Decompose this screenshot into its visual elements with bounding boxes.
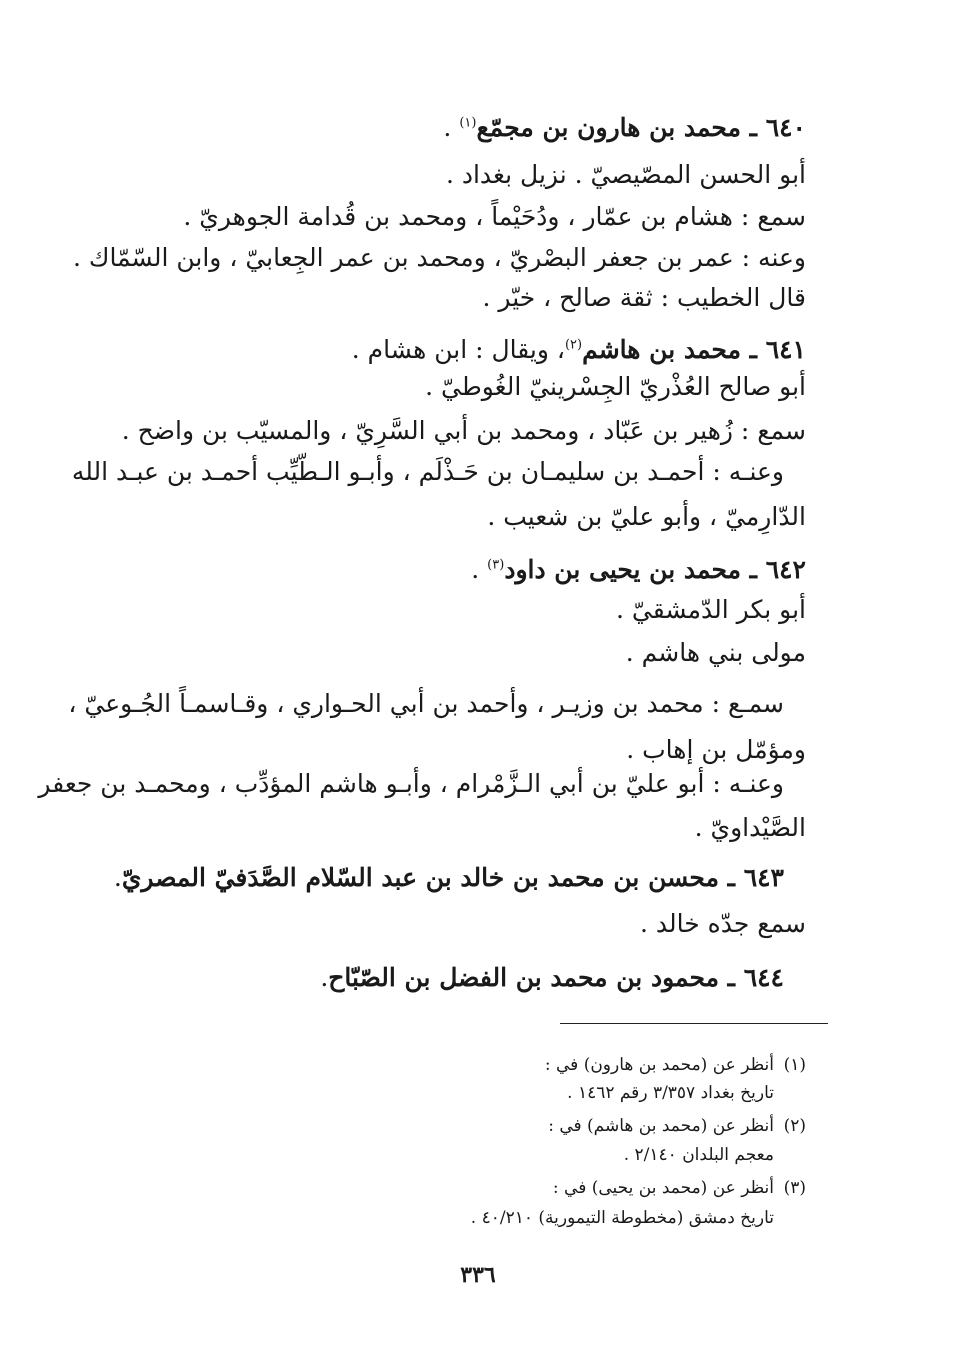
- entry-644-heading: [110, 958, 784, 998]
- entry-643-line-1: سمع جدّه خالد .: [640, 909, 806, 938]
- heading-end: .: [443, 113, 452, 142]
- footnote-3-source: تاريخ دمشق (مخطوطة التيمورية) ٤٠/٢١٠ .: [470, 1208, 774, 1228]
- entry-640-line-3: وعنه : عمر بن جعفر البصْريّ ، ومحمد بن عمر الجِعابيّ ، وابن السّمّاك .: [72, 243, 806, 272]
- entry-642-line-2: مولى بني هاشم .: [625, 638, 806, 667]
- entry-640-line-2: سمع : هشام بن عمّار ، ودُحَيْماً ، ومحمد بن قُدامة الجوهريّ .: [183, 202, 806, 231]
- entry-heading-text: ٦٤٣ ـ محسن بن محمد بن خالد بن عبد السّلام الصَّدَفيّ المصريّ: [121, 863, 784, 892]
- entry-641-line-3: وعنـه : أحمـد بن سليمـان بن حَـذْلَم ، وأبـو الـطّيِّب أحمـد بن عبـد الله: [71, 457, 784, 486]
- heading-end: .: [113, 863, 122, 892]
- entry-642-line-5: وعنـه : أبو عليّ بن أبي الـزَّمْرام ، وأبـو هاشم المؤدِّب ، ومحمـد بن جعفر: [38, 769, 784, 798]
- entry-641-line-2: سمع : زُهير بن عَبّاد ، ومحمد بن أبي السَّرِيّ ، والمسيّب بن واضح .: [121, 416, 806, 445]
- page-number: ٣٣٦: [460, 1262, 496, 1288]
- entry-642-line-4: ومؤمّل بن إهاب .: [626, 735, 806, 764]
- heading-end: ، ويقال : ابن هشام .: [351, 335, 565, 364]
- footnote-2-source: معجم البلدان ٢/١٤٠ .: [623, 1145, 774, 1165]
- entry-642-line-3: سمـع : محمد بن وزيـر ، وأحمد بن أبي الحـواري ، وقـاسمـاً الجُـوعيّ ،: [68, 689, 784, 718]
- footnote-2: [300, 1113, 806, 1139]
- entry-641-line-4: الدّارِميّ ، وأبو عليّ بن شعيب .: [487, 502, 806, 531]
- entry-641-line-1: أبو صالح العُذْريّ الجِسْرينيّ الغُوطيّ .: [425, 372, 806, 401]
- footnote-number: (١): [783, 1055, 806, 1075]
- entry-642-line-1: أبو بكر الدّمشقيّ .: [615, 595, 806, 624]
- footnote-1-source: تاريخ بغداد ٣/٣٥٧ رقم ١٤٦٢ .: [567, 1083, 774, 1103]
- footnote-number: (٢): [783, 1116, 806, 1136]
- heading-end: .: [471, 555, 480, 584]
- entry-640-heading: [110, 108, 806, 148]
- entry-heading-text: ٦٤٢ ـ محمد بن يحيى بن داود: [504, 555, 806, 584]
- footnote-3: [300, 1175, 806, 1201]
- entry-heading-text: ٦٤٠ ـ محمد بن هارون بن مجمّع: [476, 113, 806, 142]
- entry-642-line-6: الصَّيْداويّ .: [694, 813, 806, 842]
- footnote-text: أنظر عن (محمد بن يحيى) في :: [552, 1178, 774, 1198]
- entry-heading-text: ٦٤١ ـ محمد بن هاشم: [582, 335, 806, 364]
- footnote-number: (٣): [783, 1178, 806, 1198]
- entry-641-heading: [110, 330, 806, 370]
- footnote-separator: [560, 1023, 828, 1024]
- entry-heading-text: ٦٤٤ ـ محمود بن محمد بن الفضل بن الصّبّاح: [328, 963, 784, 992]
- footnote-text: أنظر عن (محمد بن هارون) في :: [544, 1055, 774, 1075]
- entry-640-line-4: قال الخطيب : ثقة صالح ، خيّر .: [482, 283, 806, 312]
- footnote-ref: (٢): [564, 337, 583, 353]
- entry-640-line-1: أبو الحسن المصّيصيّ . نزيل بغداد .: [445, 160, 806, 189]
- footnote-text: أنظر عن (محمد بن هاشم) في :: [548, 1116, 774, 1136]
- footnote-ref: (١): [459, 115, 477, 131]
- footnote-1: [300, 1052, 806, 1078]
- heading-end: .: [320, 963, 329, 992]
- footnote-ref: (٣): [487, 557, 505, 573]
- entry-642-heading: [110, 550, 806, 590]
- entry-643-heading: [110, 858, 784, 898]
